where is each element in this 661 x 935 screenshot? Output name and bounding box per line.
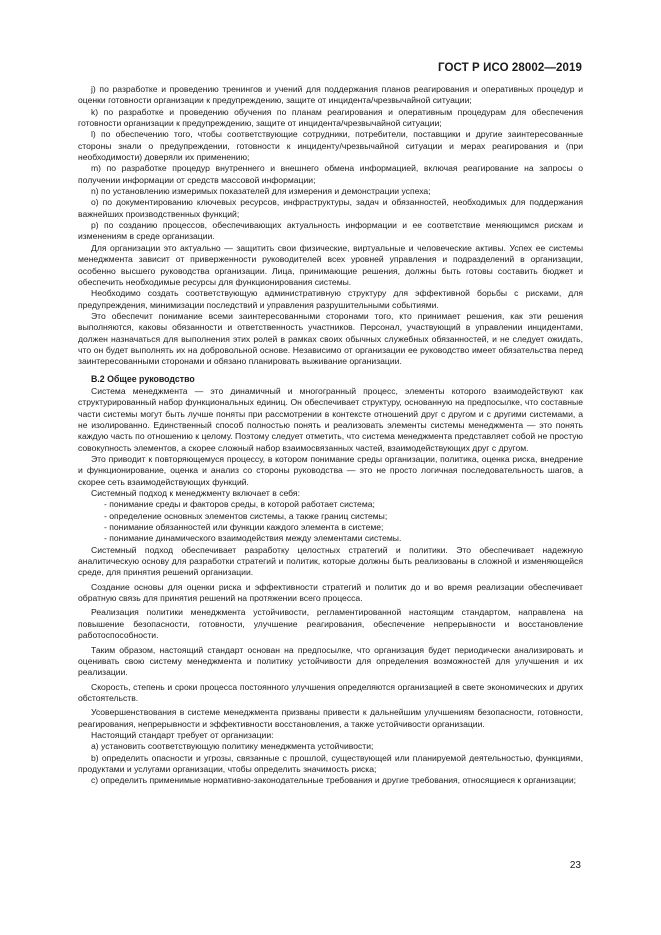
- body-paragraph: Необходимо создать соответствующую административную структуру для эффективной борьбы с рисками, для предупреждения, минимизации последствий и управления разрушительными событиями.: [78, 288, 583, 310]
- body-paragraph: Скорость, степень и сроки процесса постоянного улучшения определяются организацией в свете экономических и других обстоятельств.: [78, 681, 583, 703]
- body-paragraph: Реализация политики менеджмента устойчивости, регламентированной настоящим стандартом, направлена на повышение безопасности, готовности, улучшение реагирования, обеспечение непрерывности и восстановление работоспособности.: [78, 607, 583, 641]
- body-paragraph: Система менеджмента — это динамичный и многогранный процесс, элементы которого взаимодействуют как структурированный набор функциональных единиц. Он обеспечивает структуру, основанную на предпосылке, что составные части системы могут быть лучше поняты при рассмотрении в контексте отношений друг с другом и с другими системами, а не изолированно. Единственный способ полностью понять и реализовать элементы системы менеджмента — это понять каждую часть по отношению к целому. Поэтому следует отметить, что система менеджмента представляет собой не простую совокупность элементов, а скорее сложный набор взаимосвязанных частей, взаимодействующих друг с другом.: [78, 385, 583, 453]
- body-paragraph: Создание основы для оценки риска и эффективности стратегий и политик до и во время реализации обеспечивает обратную связь для принятия решений на протяжении всего процесса.: [78, 581, 583, 604]
- body-paragraph: Для организации это актуально — защитить свои физические, виртуальные и человеческие активы. Успех ее системы менеджмента зависит от приверженности руководителей всех уровней управления и подразделений в организации, особенно высшего руководства организации. Лица, принимающие решения, должны быть готовы составить бюджет и обеспечить необходимые ресурсы для функционирования системы.: [78, 242, 583, 287]
- list-item-o: о) по документированию ключевых ресурсов, инфраструктуры, задач и обязанностей, необходимых для поддержания важнейших производственных функций;: [78, 197, 583, 219]
- body-paragraph: Настоящий стандарт требует от организации:: [91, 729, 274, 740]
- list-item-l: l) по обеспечению того, чтобы соответствующие сотрудники, потребители, поставщики и другие заинтересованные стороны знали о предупреждении, готовности к инциденту/чрезвычайной ситуации и мерах реагирования и (при необходимости) доверяли их применению;: [78, 129, 583, 163]
- dash-list-item: - определение основных элементов системы, а также границ системы;: [104, 510, 388, 521]
- body-paragraph: Системный подход обеспечивает разработку целостных стратегий и политики. Это обеспечивает надежную аналитическую основу для разработки стратегий и политик, которые должны быть реализованы в сложной и изменяющейся среде, для принятия решений организации.: [78, 544, 583, 578]
- list-item-p: р) по созданию процессов, обеспечивающих актуальность информации и ее соответствие меняющимся рискам и изменениям в среде организации.: [78, 220, 583, 242]
- list-item-a: а) установить соответствующую политику менеджмента устойчивости;: [91, 741, 374, 752]
- list-item-b: b) определить опасности и угрозы, связанные с прошлой, существующей или планируемой деятельностью, функциями, продуктами и услугами организации, чтобы определить значимость риска;: [78, 752, 583, 774]
- section-heading: В.2 Общее руководство: [91, 373, 195, 384]
- body-paragraph: Это обеспечит понимание всеми заинтересованными сторонами того, кто принимает решения, как эти решения выполняются, каковы обязанности и ответственность участников. Персонал, участвующий в управлении инцидентами, должен назначаться для выполнения этих ролей в рамках своих обычных служебных обязанностей, и не следует ожидать, что он будет выполнять их на добровольной основе. Независимо от организации ее руководство имеет обязательства перед заинтересованными сторонами и обязано планировать выживание организации.: [78, 310, 583, 367]
- body-paragraph: Это приводит к повторяющемуся процессу, в котором понимание среды организации, политика, оценка риска, внедрение и функционирование, оценка и анализ со стороны руководства — это не просто логичная последовательность шагов, а скорее сеть взаимодействующих функций.: [78, 454, 583, 487]
- list-item-c: с) определить применимые нормативно-законодательные требования и другие требования, относящиеся к организации;: [91, 775, 577, 786]
- list-item-n: n) по установлению измеримых показателей для измерения и демонстрации успеха;: [91, 186, 431, 197]
- list-item-m: m) по разработке процедур внутреннего и внешнего обмена информацией, включая реагирование на запросы о получении информации от средств массовой информации;: [78, 163, 583, 185]
- page-number: 23: [569, 860, 581, 871]
- document-body: [78, 84, 583, 787]
- standard-header: ГОСТ Р ИСО 28002—2019: [437, 62, 582, 74]
- dash-list-item: - понимание обязанностей или функции каждого элемента в системе;: [104, 522, 384, 533]
- list-item-k: k) по разработке и проведению обучения по планам реагирования и оперативным процедурам для обеспечения готовности организации к предупреждению, защите от инцидента/чрезвычайной ситуации;: [78, 106, 583, 129]
- body-paragraph: Таким образом, настоящий стандарт основан на предпосылке, что организация будет периодически анализировать и оценивать свою систему менеджмента и политику устойчивости для определения возможностей для улучшения и их реализации.: [78, 644, 583, 678]
- dash-list-item: - понимание динамического взаимодействия между элементами системы.: [104, 533, 402, 544]
- body-paragraph: Усовершенствования в системе менеджмента призваны привести к дальнейшим улучшениям безопасности, готовности, реагирования, непрерывности и эффективности восстановления, а также устойчивости организации.: [78, 707, 583, 729]
- body-paragraph: Системный подход к менеджменту включает в себя:: [91, 488, 300, 499]
- dash-list-item: - понимание среды и факторов среды, в которой работает система;: [104, 499, 375, 510]
- list-item-j: j) по разработке и проведению тренингов и учений для поддержания планов реагирования и оперативных процедур и оценки готовности организации к предупреждению, защите от инцидента/чрезвычайной ситуации;: [78, 84, 583, 106]
